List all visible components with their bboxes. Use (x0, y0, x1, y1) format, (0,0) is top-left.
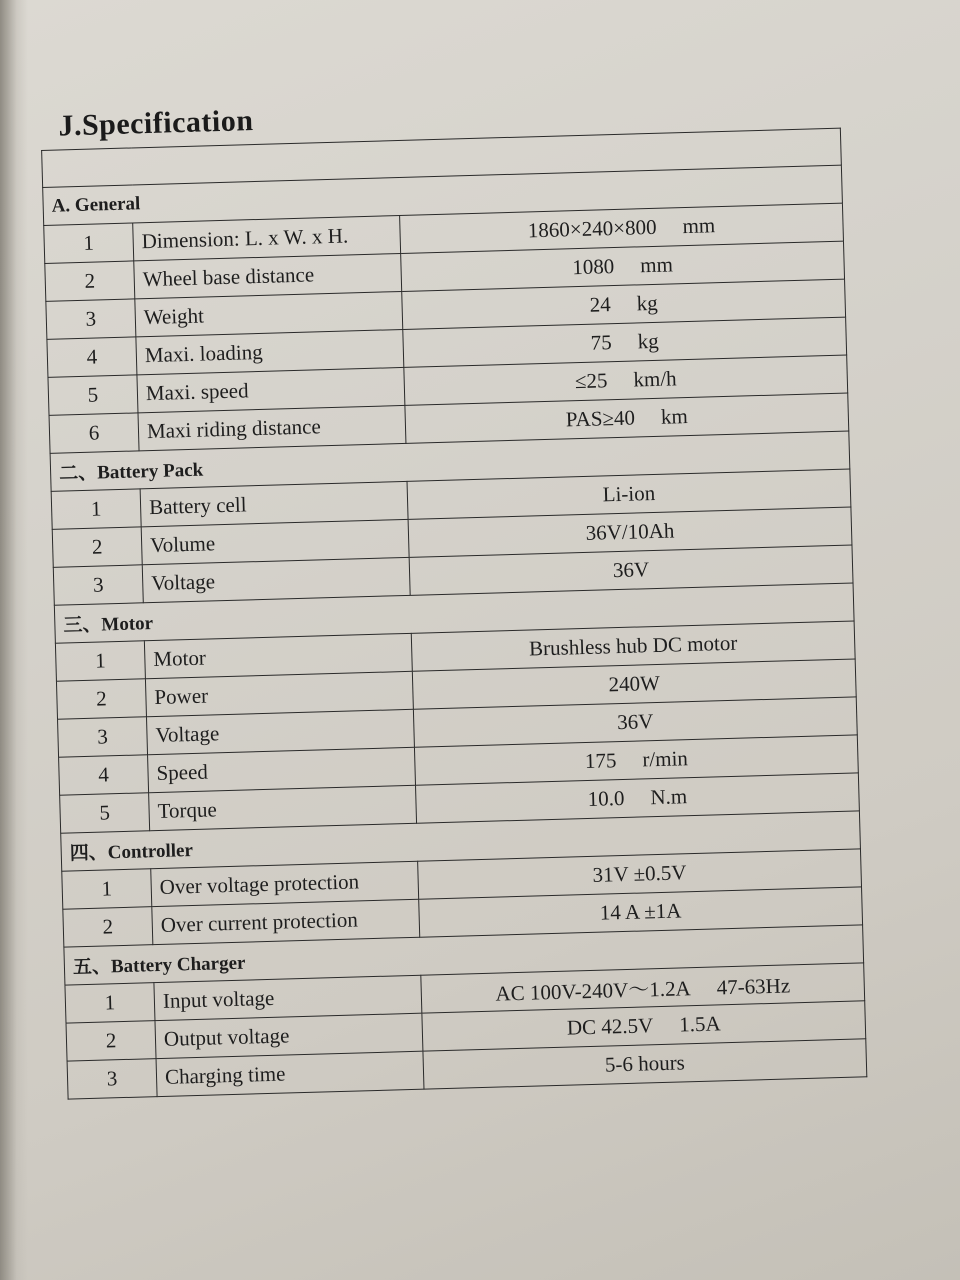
parameter-name: Battery cell (140, 481, 408, 526)
parameter-name: Volume (141, 519, 409, 564)
parameter-name: Weight (135, 291, 403, 336)
parameter-unit: kg (636, 290, 658, 316)
section-heading: 二、Battery Pack (50, 431, 850, 491)
parameter-name: Over current protection (152, 899, 420, 944)
row-number: 1 (62, 869, 152, 909)
parameter-value: ≤25 (574, 368, 608, 394)
parameter-value: PAS≥40 (565, 405, 636, 432)
parameter-unit: mm (639, 252, 674, 278)
parameter-unit: 47-63Hz (716, 972, 791, 999)
parameter-unit: 1.5A (678, 1011, 721, 1037)
parameter-unit: r/min (642, 746, 689, 772)
parameter-name: Torque (149, 785, 417, 830)
parameter-value: AC 100V-240V～1.2A (495, 975, 691, 1006)
row-number: 2 (63, 907, 153, 947)
spec-table-body (42, 128, 867, 1099)
parameter-value: Li-ion (602, 480, 656, 507)
parameter-value: 75 (590, 330, 613, 355)
parameter-name: Voltage (146, 709, 414, 754)
page-edge-shadow (0, 0, 28, 1280)
parameter-name: Wheel base distance (134, 253, 402, 298)
row-number: 1 (55, 641, 145, 681)
parameter-value: 175 (584, 748, 617, 774)
specification-document (40, 88, 867, 1100)
row-number: 5 (48, 375, 138, 415)
parameter-value: 10.0 (587, 785, 625, 811)
parameter-value: 36V (616, 709, 654, 735)
parameter-value: 5-6 hours (604, 1050, 686, 1077)
parameter-value: Brushless hub DC motor (528, 630, 738, 661)
row-number: 1 (51, 489, 141, 529)
row-number: 3 (67, 1059, 157, 1099)
parameter-name: Output voltage (155, 1013, 423, 1058)
row-number: 3 (53, 565, 143, 605)
parameter-name: Speed (148, 747, 416, 792)
row-number: 1 (65, 983, 155, 1023)
row-number: 5 (60, 793, 150, 833)
row-number: 2 (66, 1021, 156, 1061)
section-heading: 三、Motor (54, 583, 854, 643)
parameter-unit: kg (637, 328, 660, 354)
row-number: 2 (56, 679, 146, 719)
parameter-value: 31V ±0.5V (592, 860, 687, 887)
parameter-name: Charging time (156, 1051, 424, 1096)
parameter-value: DC 42.5V (566, 1013, 654, 1040)
row-number: 3 (58, 717, 148, 757)
row-number: 1 (44, 223, 134, 263)
parameter-name: Over voltage protection (151, 861, 419, 906)
parameter-name: Dimension: L. x W. x H. (133, 216, 401, 261)
parameter-unit: km (660, 404, 689, 429)
parameter-name: Maxi. loading (136, 329, 404, 374)
parameter-value: 14 A ±1A (599, 898, 682, 925)
parameter-name: Input voltage (154, 975, 422, 1020)
parameter-value: 240W (608, 670, 661, 697)
parameter-unit: km/h (633, 366, 677, 392)
parameter-unit: mm (682, 213, 716, 239)
row-number: 4 (47, 337, 137, 377)
parameter-unit: N.m (650, 784, 688, 810)
section-heading: A. General (43, 165, 843, 225)
parameter-value: 24 (589, 292, 611, 317)
spec-table (41, 128, 867, 1100)
parameter-name: Motor (144, 633, 412, 678)
section-heading: 五、Battery Charger (64, 925, 864, 985)
parameter-name: Power (145, 671, 413, 716)
page-title: J.Specification (57, 104, 254, 143)
parameter-name: Voltage (142, 557, 410, 602)
parameter-value: 1080 (571, 254, 615, 280)
row-number: 2 (45, 261, 135, 301)
row-number: 2 (52, 527, 142, 567)
parameter-name: Maxi riding distance (138, 405, 406, 450)
row-number: 3 (46, 299, 136, 339)
row-number: 4 (59, 755, 149, 795)
parameter-name: Maxi. speed (137, 367, 405, 412)
row-number: 6 (49, 413, 139, 453)
parameter-value: 36V/10Ah (585, 518, 675, 545)
parameter-value: 36V (612, 557, 650, 583)
section-heading: 四、Controller (61, 811, 861, 871)
parameter-value: 1860×240×800 (527, 214, 657, 243)
